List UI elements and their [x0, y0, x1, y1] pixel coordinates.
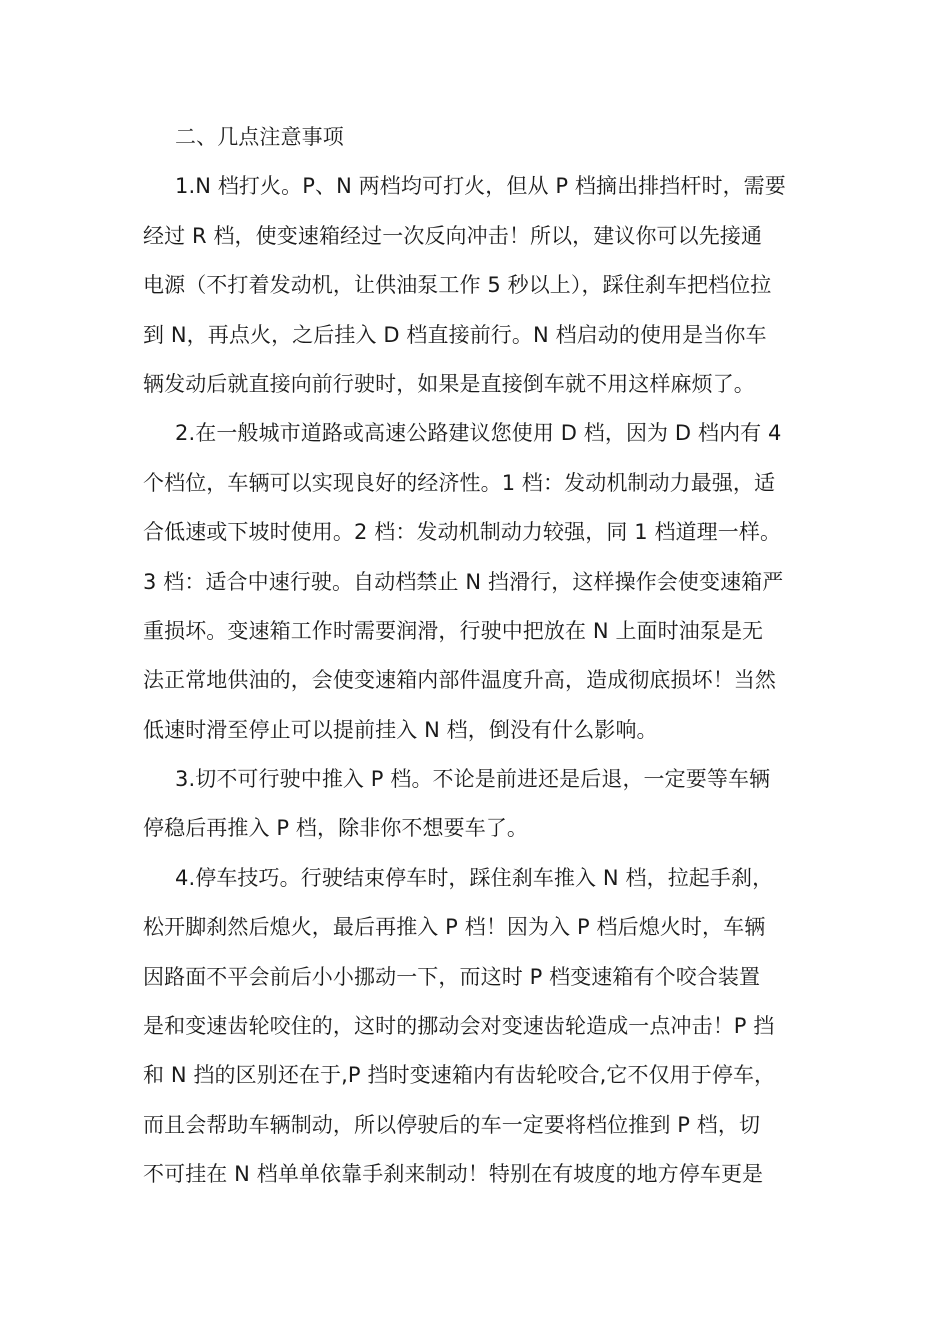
- paragraph-4-line-1: 4.停车技巧。行驶结束停车时，踩住刹车推入 N 档，拉起手刹，: [175, 865, 774, 890]
- paragraph-1-line-3: 电源（不打着发动机，让供油泵工作 5 秒以上），踩住刹车把档位拉: [143, 273, 772, 298]
- paragraph-3-line-2: 停稳后再推入 P 档，除非你不想要车了。: [143, 816, 529, 841]
- paragraph-1-line-4: 到 N，再点火，之后挂入 D 档直接前行。N 档启动的使用是当你车: [143, 322, 767, 347]
- document-body: [143, 113, 813, 1200]
- paragraph-1-line-2: 经过 R 档，使变速箱经过一次反向冲击！所以，建议你可以先接通: [143, 223, 763, 248]
- paragraph-1-line-5: 辆发动后就直接向前行驶时，如果是直接倒车就不用这样麻烦了。: [143, 371, 755, 396]
- paragraph-2-line-6: 法正常地供油的，会使变速箱内部件温度升高，造成彻底损坏！当然: [143, 668, 776, 693]
- paragraph-2-line-4: 3 档：适合中速行驶。自动档禁止 N 挡滑行，这样操作会使变速箱严: [143, 569, 784, 594]
- paragraph-4-line-7: 不可挂在 N 档单单依靠手刹来制动！特别在有坡度的地方停车更是: [143, 1162, 764, 1187]
- paragraph-4-line-4: 是和变速齿轮咬住的，这时的挪动会对变速齿轮造成一点冲击！P 挡: [143, 1014, 775, 1039]
- paragraph-2-line-3: 合低速或下坡时使用。2 档：发动机制动力较强，同 1 档道理一样。: [143, 520, 782, 545]
- paragraph-4-line-5: 和 N 挡的区别还在于,P 挡时变速箱内有齿轮咬合,它不仅用于停车，: [143, 1063, 776, 1088]
- paragraph-4-line-3: 因路面不平会前后小小挪动一下，而这时 P 档变速箱有个咬合装置: [143, 964, 761, 989]
- paragraph-4-line-6: 而且会帮助车辆制动，所以停驶后的车一定要将档位推到 P 档，切: [143, 1112, 761, 1137]
- paragraph-2-line-2: 个档位，车辆可以实现良好的经济性。1 档：发动机制动力最强，适: [143, 470, 776, 495]
- paragraph-1-line-1: 1.N 档打火。P、N 两档均可打火，但从 P 档摘出排挡杆时，需要: [175, 174, 786, 199]
- paragraph-2-line-5: 重损坏。变速箱工作时需要润滑，行驶中把放在 N 上面时油泵是无: [143, 618, 764, 643]
- paragraph-2-line-1: 2.在一般城市道路或高速公路建议您使用 D 档，因为 D 档内有 4: [175, 421, 782, 446]
- paragraph-4-line-2: 松开脚刹然后熄火，最后再推入 P 档！因为入 P 档后熄火时，车辆: [143, 915, 766, 940]
- section-heading: 二、几点注意事项: [175, 125, 344, 149]
- paragraph-2-line-7: 低速时滑至停止可以提前挂入 N 档，倒没有什么影响。: [143, 717, 658, 742]
- paragraph-3-line-1: 3.切不可行驶中推入 P 档。不论是前进还是后退，一定要等车辆: [175, 767, 771, 792]
